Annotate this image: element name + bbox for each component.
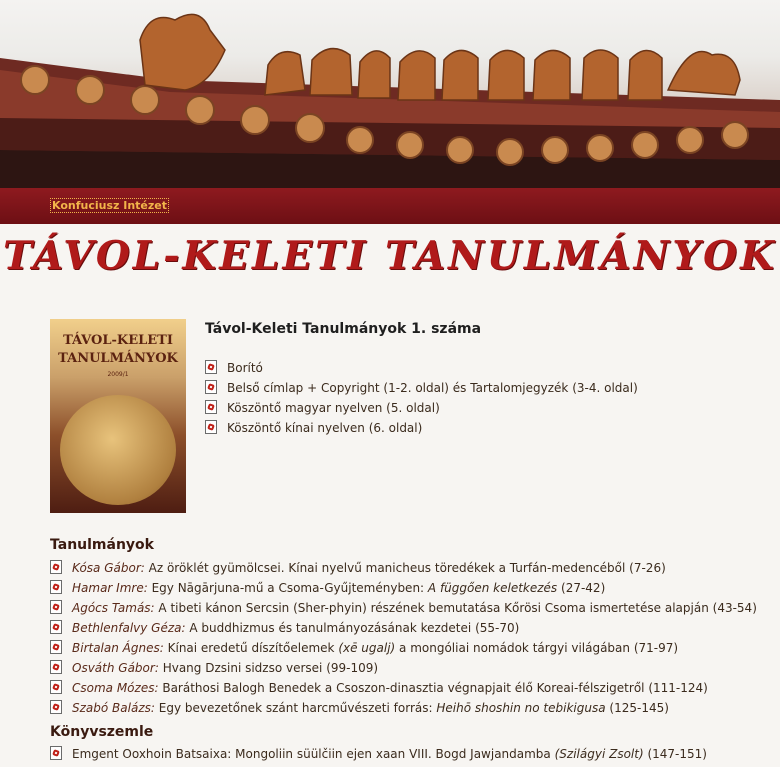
cover-title-line2: TANULMÁNYOK (58, 351, 178, 366)
pdf-icon (205, 380, 217, 394)
nav-bar (0, 188, 780, 224)
nav-link-konfuciusz-intezet[interactable]: Konfuciusz Intézet (52, 199, 168, 212)
pdf-icon (50, 640, 62, 654)
issue-link[interactable]: Köszöntő kínai nyelven (6. oldal) (227, 421, 423, 435)
section-heading-reviews: Könyvszemle (50, 724, 154, 740)
cover-issue-label: 2009/1 (107, 371, 129, 378)
reviews-list (50, 746, 707, 766)
list-item[interactable] (50, 680, 757, 700)
issue-link[interactable]: Borító (227, 361, 263, 375)
article-link[interactable]: Agócs Tamás: A tibeti kánon Sercsin (Sher-phyin) részének bemutatása Kőrösi Csoma ismertetése alapján (43-54) (72, 601, 757, 615)
list-item[interactable] (205, 380, 638, 400)
article-link[interactable]: Csoma Mózes: Baráthosi Balogh Benedek a Csoszon-dinasztia végnapjait élő Koreai-félszigetről (111-124) (72, 681, 708, 695)
issue-cover-image (50, 319, 186, 513)
list-item[interactable] (50, 660, 757, 680)
list-item[interactable] (50, 700, 757, 720)
pdf-icon (205, 400, 217, 414)
section-heading-studies: Tanulmányok (50, 537, 154, 553)
list-item[interactable] (50, 600, 757, 620)
review-link[interactable]: Emgent Ooxhoin Batsaixa: Mongoliin süülčiin ejen xaan VIII. Bogd Jawjandamba (Szilágyi Zsolt) (147-151) (72, 747, 707, 761)
article-link[interactable]: Kósa Gábor: Az öröklét gyümölcsei. Kínai nyelvű manicheus töredékek a Turfán-medencéből (7-26) (72, 561, 666, 575)
pdf-icon (50, 560, 62, 574)
pdf-icon (205, 360, 217, 374)
article-link[interactable]: Bethlenfalvy Géza: A buddhizmus és tanulmányozásának kezdetei (55-70) (72, 621, 520, 635)
pdf-icon (50, 600, 62, 614)
issue-link-list (205, 360, 638, 440)
list-item[interactable] (50, 580, 757, 600)
article-link[interactable]: Osváth Gábor: Hvang Dzsini sidzso versei (99-109) (72, 661, 379, 675)
list-item[interactable] (205, 420, 638, 440)
article-link[interactable]: Szabó Balázs: Egy bevezetőnek szánt harcművészeti forrás: Heihō shoshin no tebikigusa (125-145) (72, 701, 669, 715)
pdf-icon (50, 620, 62, 634)
header-banner-image (0, 0, 780, 188)
pdf-icon (50, 680, 62, 694)
pdf-icon (205, 420, 217, 434)
studies-list (50, 560, 757, 720)
issue-link[interactable]: Köszöntő magyar nyelven (5. oldal) (227, 401, 440, 415)
cover-medallion (60, 395, 176, 505)
pdf-icon (50, 700, 62, 714)
article-link[interactable]: Birtalan Ágnes: Kínai eredetű díszítőelemek (xē ugalj) a mongóliai nomádok tárgyi világában (71-97) (72, 641, 679, 655)
pdf-icon (50, 580, 62, 594)
list-item[interactable] (205, 360, 638, 380)
list-item[interactable] (50, 620, 757, 640)
site-title-logo: TÁVOL-KELETI TANULMÁNYOK (2, 233, 778, 279)
article-link[interactable]: Hamar Imre: Egy Nāgārjuna-mű a Csoma-Gyűjteményben: A függően keletkezés (27-42) (72, 581, 606, 595)
list-item[interactable] (50, 560, 757, 580)
list-item[interactable] (50, 746, 707, 766)
pdf-icon (50, 660, 62, 674)
pdf-icon (50, 746, 62, 760)
list-item[interactable] (205, 400, 638, 420)
list-item[interactable] (50, 640, 757, 660)
cover-title-line1: TÁVOL-KELETI (63, 333, 173, 348)
issue-title: Távol-Keleti Tanulmányok 1. száma (205, 321, 482, 337)
issue-link[interactable]: Belső címlap + Copyright (1-2. oldal) és Tartalomjegyzék (3-4. oldal) (227, 381, 638, 395)
